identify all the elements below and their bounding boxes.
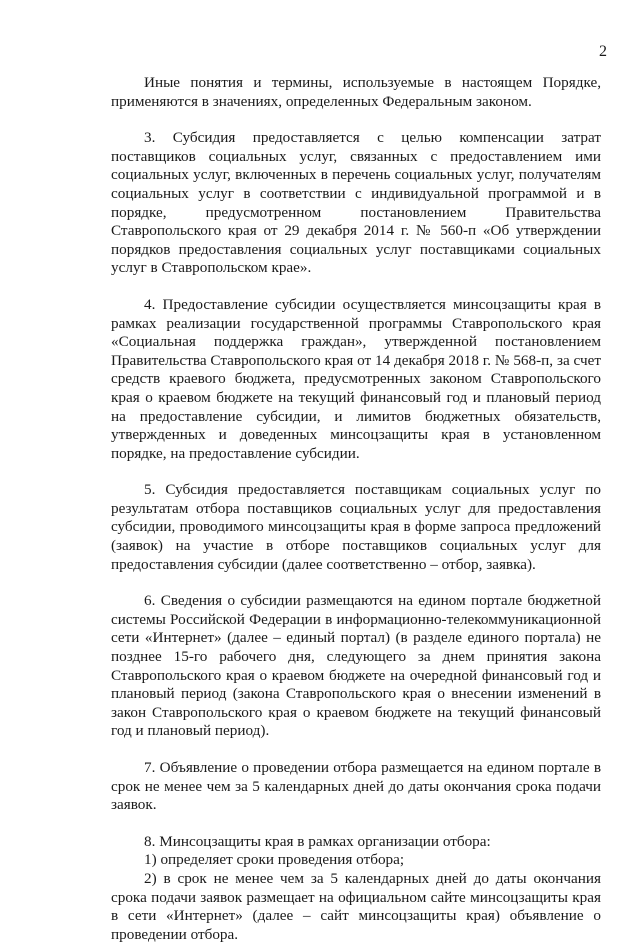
paragraph-6: 6. Сведения о субсидии размещаются на едином портале бюджетной системы Российской Федерации в информационно-телекоммуникационной сети «Интернет» (далее – единый портал) (в разделе единого портала) не позднее 15-го рабочего дня, следующего за днем принятия закона Ставропольского края о краевом бюджете на очередной финансовый год и плановый период (закона Ставропольского края о внесении изменений в закон Ставропольского края о краевом бюджете на текущий финансовый год и плановый период). xyxy=(111,592,601,740)
paragraph-terms: Иные понятия и термины, используемые в настоящем Порядке, применяются в значениях, определенных Федеральным законом. xyxy=(111,74,601,110)
paragraph-7: 7. Объявление о проведении отбора размещается на едином портале в срок не менее чем за 5 календарных дней до даты окончания срока подачи заявок. xyxy=(111,759,601,814)
paragraph-3: 3. Субсидия предоставляется с целью компенсации затрат поставщиков социальных услуг, связанных с предоставлением ими социальных услуг, включенных в перечень социальных услуг, получателям социальных услуг в соответствии с индивидуальной программой и в порядке, предусмотренном постановлением Правительства Ставропольского края от 29 декабря 2014 г. № 560-п «Об утверждении порядков предоставления социальных услуг поставщиками социальных услуг в Ставропольском крае». xyxy=(111,129,601,277)
page-number: 2 xyxy=(599,43,607,60)
document-body xyxy=(111,74,601,944)
paragraph-8-block xyxy=(111,833,601,944)
paragraph-5: 5. Субсидия предоставляется поставщикам социальных услуг по результатам отбора поставщиков социальных услуг для предоставления субсидии, проводимого минсоцзащиты края в форме запроса предложений (заявок) на участие в отборе поставщиков социальных услуг для предоставления субсидии (далее соответственно – отбор, заявка). xyxy=(111,481,601,573)
list-item: 2) в срок не менее чем за 5 календарных дней до даты окончания срока подачи заявок размещает на официальном сайте минсоцзащиты края в сети «Интернет» (далее – сайт минсоцзащиты края) объявление о проведении отбора. xyxy=(111,869,601,943)
list-item: 1) определяет сроки проведения отбора; xyxy=(144,851,405,869)
paragraph-4: 4. Предоставление субсидии осуществляется минсоцзащиты края в рамках реализации государственной программы Ставропольского края «Социальная поддержка граждан», утвержденной постановлением Правительства Ставропольского края от 14 декабря 2018 г. № 568-п, за счет средств краевого бюджета, предусмотренных законом Ставропольского края о краевом бюджете на текущий финансовый год и плановый период на предоставление субсидии, и лимитов бюджетных обязательств, утвержденных и доведенных минсоцзащиты края в установленном порядке, на предоставление субсидии. xyxy=(111,295,601,462)
paragraph-8-heading: 8. Минсоцзащиты края в рамках организации отбора: xyxy=(144,832,491,850)
